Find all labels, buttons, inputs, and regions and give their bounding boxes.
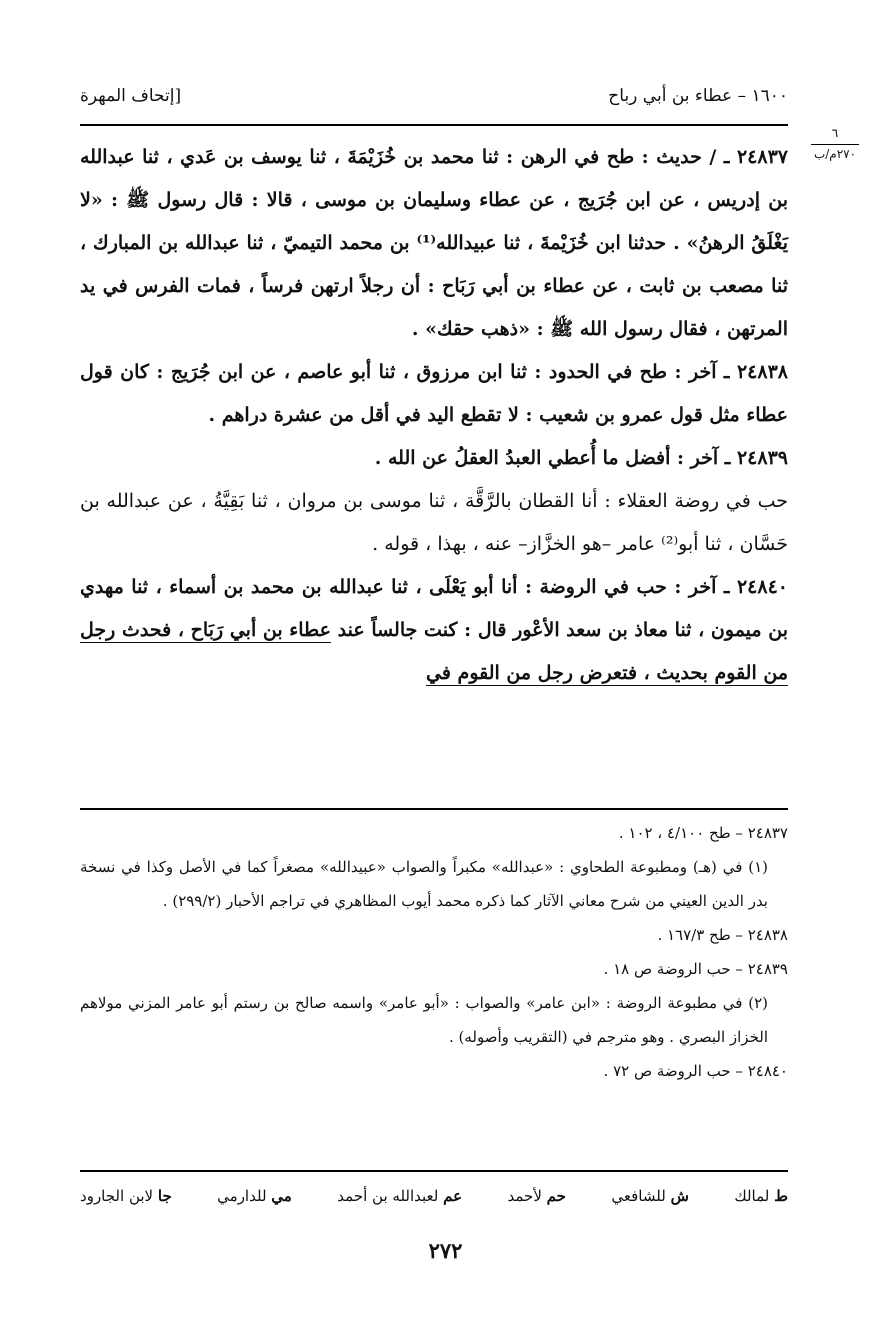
footnote-2: (٢) في مطبوعة الروضة : «ابن عامر» والصواب : «أبو عامر» واسمه صالح بن رستم أبو عامر المزني مولاهم الخزاز البصري . وهو مترجم في (التقريب وأصوله) . [80,994,768,1046]
abbreviations-key [80,1182,788,1210]
running-head [80,82,788,114]
hadith-24839: ٢٤٨٣٩ ـ آخر : أفضل ما أُعطي العبدُ العقلُ عن الله . [374,447,788,469]
hadith-24838: ٢٤٨٣٨ ـ آخر : طح في الحدود : ثنا ابن مرزوق ، ثنا أبو عاصم ، عن ابن جُرَيج : كان قول عطاء مثل قول عمرو بن شعيب : لا تقطع اليد في أقل من عشرة دراهم . [80,361,788,426]
main-text [80,136,788,695]
margin-reference [805,126,865,162]
abbr-item: ش للشافعي [611,1187,689,1205]
margin-reference-rule [811,144,859,145]
margin-reference-folio: ٢٧٠م/ب [813,146,857,161]
abbr-item: حم لأحمد [507,1187,566,1205]
hadith-24840-continuation: عطاء بن أبي رَبَاح ، فحدث رجل من القوم بحديث ، فتعرض رجل من القوم في [80,619,788,684]
book-title: [إتحاف المهرة [80,86,182,106]
hadith-24840 [80,566,788,695]
header-rule [80,124,788,126]
note-24840: ٢٤٨٤٠ – حب الروضة ص ٧٢ . [603,1062,788,1080]
footnote-1: (١) في (هـ) ومطبوعة الطحاوي : «عبدالله» مكبراً والصواب «عبيدالله» مصغراً كما في الأصل وكذا في نسخة بدر الدين العيني من شرح معاني الآثار كما ذكره محمد أيوب المظاهري في تراجم الأحبار (٢٩٩/٢) . [80,858,768,910]
hadith-24837: ٢٤٨٣٧ ـ / حديث : طح في الرهن : ثنا محمد بن خُزَيْمَةَ ، ثنا يوسف بن عَدي ، ثنا عبدالله بن إدريس ، عن ابن جُرَيج ، عن عطاء وسليمان بن موسى ، قالا : قال رسول ﷺ : «لا يَغْلَقُ الرهنُ» . حدثنا ابن خُزَيْمةَ ، ثنا عبيدالله⁽¹⁾ بن محمد التيميّ ، ثنا عبدالله بن المبارك ، ثنا مصعب بن ثابت ، عن عطاء بن أبي رَبَاح : أن رجلاً ارتهن فرساً ، فمات الفرس في يد المرتهن ، فقال رسول الله ﷺ : «ذهب حقك» . [80,146,788,340]
chapter-title: ١٦٠٠ – عطاء بن أبي رباح [608,86,788,106]
note-24839: ٢٤٨٣٩ – حب الروضة ص ١٨ . [603,960,788,978]
abbreviations-rule [80,1170,788,1172]
footnote-separator [80,808,788,810]
page-number: ٢٧٢ [428,1238,463,1263]
note-24837: ٢٤٨٣٧ – طح ٤/١٠٠ ، ١٠٢ . [618,824,788,842]
hadith-24840-text: ٢٤٨٤٠ ـ آخر : حب في الروضة : أنا أبو يَعْلَى ، ثنا عبدالله بن محمد بن أسماء ، ثنا مهدي بن ميمون ، ثنا معاذ بن سعد الأعْور قال : كنت جالساً عند [80,576,788,641]
abbr-item: ط لمالك [734,1187,788,1205]
note-24838: ٢٤٨٣٨ – طح ١٦٧/٣ . [657,926,788,944]
footnotes [80,816,788,1088]
abbr-item: عم لعبدالله بن أحمد [337,1187,463,1205]
abbr-item: جا لابن الجارود [80,1187,172,1205]
abbr-item: مي للدارمي [217,1187,292,1205]
margin-reference-volume: ٦ [831,126,839,140]
hadith-24839-source: حب في روضة العقلاء : أنا القطان بالرَّقَّة ، ثنا موسى بن مروان ، ثنا بَقِيَّةُ ، عن عبدالله بن حَسَّان ، ثنا أبو⁽²⁾ عامر –هو الخزَّاز– عنه ، بهذا ، قوله . [80,490,788,555]
